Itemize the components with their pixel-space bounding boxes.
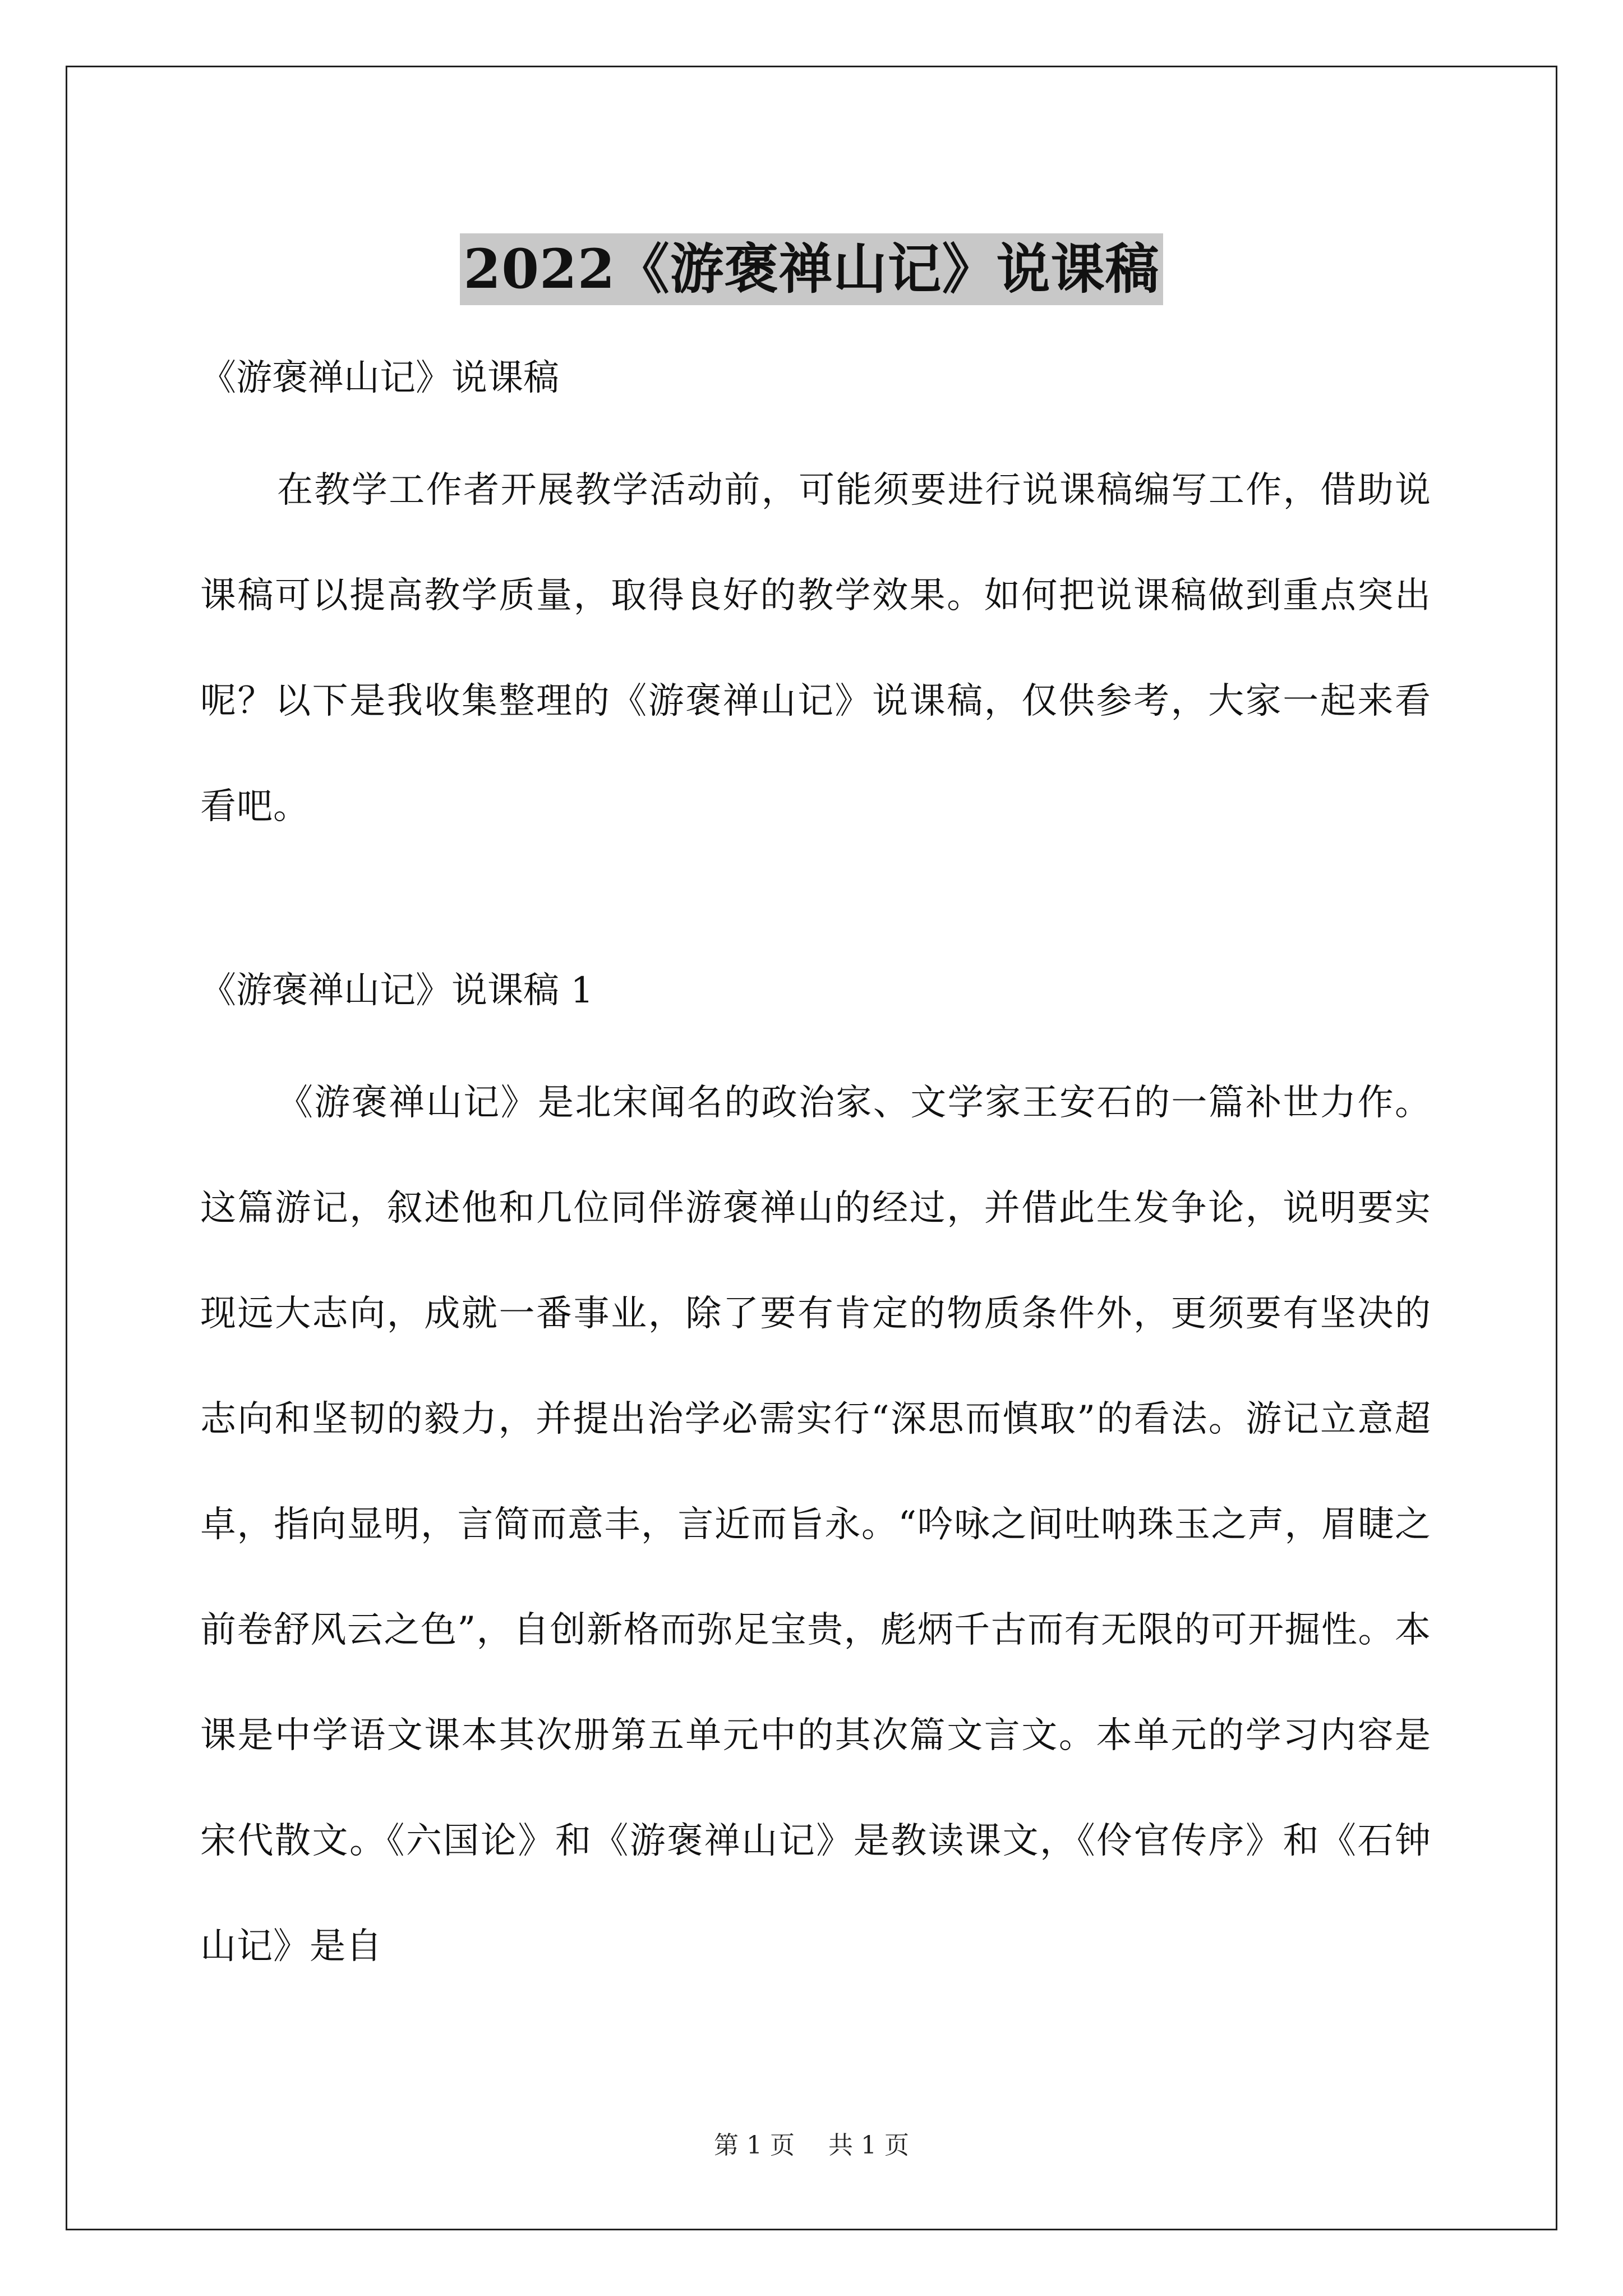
page-footer <box>0 2129 1623 2162</box>
page-number-current: 第 1 页 <box>714 2131 795 2160</box>
section1-subheading: 《游褒禅山记》说课稿 1 <box>200 970 594 1011</box>
document-title: 2022《游褒禅山记》说课稿 <box>460 233 1163 305</box>
page-number-total: 共 1 页 <box>828 2131 909 2160</box>
document-body <box>200 342 1431 1999</box>
intro-paragraph: 在教学工作者开展教学活动前，可能须要进行说课稿编写工作，借助说课稿可以提高教学质量，取得良好的教学效果。如何把说课稿做到重点突出呢？以下是我收集整理的《游褒禅山记》说课稿，仅供参考，大家一起来看看吧。 <box>200 470 1431 827</box>
section1-paragraph: 《游褒禅山记》是北宋闻名的政治家、文学家王安石的一篇补世力作。这篇游记，叙述他和几位同伴游褒禅山的经过，并借此生发争论，说明要实现远大志向，成就一番事业，除了要有肯定的物质条件外，更须要有坚决的志向和坚韧的毅力，并提出治学必需实行“深思而慎取”的看法。游记立意超卓，指向显明，言简而意丰，言近而旨永。“吟咏之间吐呐珠玉之声，眉睫之前卷舒风云之色”，自创新格而弥足宝贵，彪炳千古而有无限的可开掘性。本课是中学语文课本其次册第五单元中的其次篇文言文。本单元的学习内容是宋代散文。《六国论》和《游褒禅山记》是教读课文，《伶官传序》和《石钟山记》是自 <box>200 1082 1431 1967</box>
title-container <box>0 197 1623 342</box>
intro-subheading: 《游褒禅山记》说课稿 <box>200 357 559 399</box>
